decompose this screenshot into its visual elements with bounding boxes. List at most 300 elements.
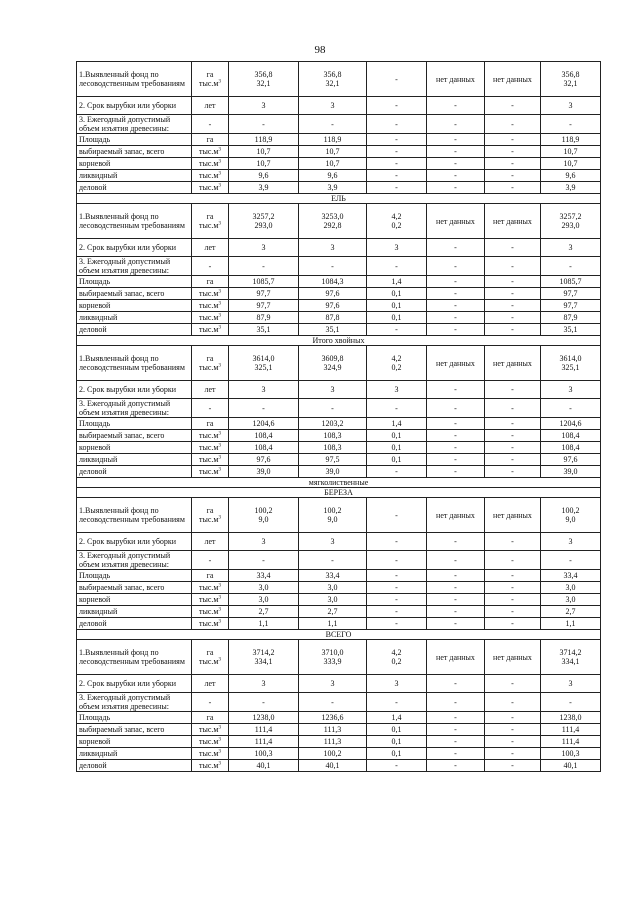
value-cell xyxy=(229,115,299,134)
cell-line xyxy=(301,657,364,666)
cell-line xyxy=(194,657,226,666)
table-row xyxy=(77,466,601,478)
cell-line xyxy=(301,101,364,110)
cell-text: - xyxy=(454,467,457,476)
cell-line xyxy=(543,404,598,413)
cell-line xyxy=(301,135,364,144)
table-body xyxy=(77,62,601,772)
cell-line xyxy=(487,135,538,144)
cell-text: 1,1 xyxy=(258,619,269,628)
cell-line xyxy=(194,607,226,616)
row-name: корневой xyxy=(77,300,192,312)
table-row xyxy=(77,324,601,336)
cell-line xyxy=(487,313,538,322)
cell-text: 293,0 xyxy=(561,221,580,230)
cell-line xyxy=(429,725,482,734)
cell-line xyxy=(301,698,364,707)
cell-text: га xyxy=(206,70,214,79)
cell-text: га xyxy=(206,135,214,144)
value-cell xyxy=(541,712,601,724)
cell-line xyxy=(301,431,364,440)
cell-text: - xyxy=(454,607,457,616)
value-cell xyxy=(229,712,299,724)
value-cell xyxy=(367,570,427,582)
value-cell xyxy=(367,466,427,478)
cell-text: тыс.м xyxy=(199,159,219,168)
cell-text: - xyxy=(208,555,212,565)
cell-line xyxy=(301,443,364,452)
row-name: 2. Срок вырубки или уборки xyxy=(77,239,192,257)
cell-line xyxy=(194,289,226,298)
table-row xyxy=(77,115,601,134)
cell-line xyxy=(429,325,482,334)
cell-line xyxy=(231,277,296,286)
table-row xyxy=(77,312,601,324)
value-cell xyxy=(299,498,367,533)
cell-text: 40,1 xyxy=(563,761,578,770)
value-cell xyxy=(367,640,427,675)
cell-line xyxy=(543,159,598,168)
cell-text: 3257,2 xyxy=(252,212,275,221)
cell-line xyxy=(301,221,364,230)
value-cell xyxy=(299,693,367,712)
cell-text: 97,7 xyxy=(256,301,271,310)
table-row xyxy=(77,257,601,276)
cell-text: - xyxy=(511,443,514,452)
value-cell xyxy=(485,134,541,146)
cell-line xyxy=(543,313,598,322)
value-cell xyxy=(367,324,427,336)
cell-text: - xyxy=(511,289,514,298)
cell-line xyxy=(231,70,296,79)
cell-text: тыс.м xyxy=(199,749,219,758)
cell-line xyxy=(429,404,482,413)
row-unit xyxy=(192,204,229,239)
cell-line xyxy=(231,431,296,440)
cell-text: - xyxy=(454,537,457,546)
cell-text: 35,1 xyxy=(256,325,271,334)
cell-text: - xyxy=(331,403,334,413)
cell-text: - xyxy=(454,697,457,707)
cell-line xyxy=(301,171,364,180)
cell-text: 356,8 xyxy=(254,70,273,79)
cell-line xyxy=(487,159,538,168)
unit-superscript: 3 xyxy=(218,749,221,755)
cell-text: - xyxy=(511,419,514,428)
value-cell xyxy=(367,712,427,724)
cell-text: 1,4 xyxy=(391,419,402,428)
cell-text: 3 xyxy=(394,243,399,252)
row-unit xyxy=(192,134,229,146)
cell-text: га xyxy=(206,506,214,515)
cell-line xyxy=(487,761,538,770)
row-name: выбираемый запас, всего xyxy=(77,582,192,594)
cell-text: 0,1 xyxy=(391,301,402,310)
row-unit xyxy=(192,498,229,533)
value-cell xyxy=(299,115,367,134)
cell-line xyxy=(487,455,538,464)
cell-line xyxy=(194,725,226,734)
cell-line xyxy=(194,135,226,144)
value-cell xyxy=(229,551,299,570)
value-cell xyxy=(427,239,485,257)
cell-text: тыс.м xyxy=(199,147,219,156)
cell-line xyxy=(194,595,226,604)
cell-text: 292,8 xyxy=(323,221,342,230)
value-cell xyxy=(229,239,299,257)
cell-line xyxy=(301,506,364,515)
section-header-row xyxy=(77,336,601,346)
cell-text: - xyxy=(454,419,457,428)
cell-text: 3 xyxy=(394,679,399,688)
cell-line xyxy=(231,262,296,271)
table-row xyxy=(77,62,601,97)
cell-line xyxy=(231,737,296,746)
value-cell xyxy=(299,430,367,442)
cell-line xyxy=(194,679,226,688)
cell-line xyxy=(543,583,598,592)
cell-line xyxy=(487,571,538,580)
cell-text: - xyxy=(395,537,398,546)
value-cell xyxy=(541,618,601,630)
cell-line xyxy=(429,583,482,592)
cell-line xyxy=(194,354,226,363)
section-header-row xyxy=(77,478,601,488)
value-cell xyxy=(485,381,541,399)
cell-line xyxy=(429,607,482,616)
cell-line xyxy=(194,101,226,110)
cell-line xyxy=(543,277,598,286)
cell-line xyxy=(194,79,226,88)
cell-text: тыс.м xyxy=(199,443,219,452)
cell-text: 39,0 xyxy=(563,467,578,476)
cell-text: нет данных xyxy=(493,652,532,662)
value-cell xyxy=(485,760,541,772)
cell-text: 111,3 xyxy=(323,737,342,746)
section-header-row xyxy=(77,194,601,204)
value-cell xyxy=(229,760,299,772)
forest-fund-table xyxy=(76,61,601,772)
cell-text: 100,2 xyxy=(561,506,580,515)
table-row xyxy=(77,551,601,570)
cell-text: 33,4 xyxy=(256,571,271,580)
cell-text: 3 xyxy=(261,243,266,252)
cell-text: - xyxy=(569,119,572,129)
cell-line xyxy=(429,243,482,252)
cell-line xyxy=(301,648,364,657)
value-cell xyxy=(485,288,541,300)
cell-text: тыс.м xyxy=(199,363,219,372)
value-cell xyxy=(299,239,367,257)
cell-line xyxy=(369,301,424,310)
unit-superscript: 3 xyxy=(218,159,221,165)
value-cell xyxy=(229,675,299,693)
cell-line xyxy=(194,583,226,592)
cell-line xyxy=(194,648,226,657)
cell-line xyxy=(429,455,482,464)
table-row xyxy=(77,736,601,748)
cell-line xyxy=(543,183,598,192)
cell-line xyxy=(487,653,538,662)
value-cell xyxy=(229,257,299,276)
cell-line xyxy=(194,171,226,180)
value-cell xyxy=(229,134,299,146)
cell-text: - xyxy=(454,443,457,452)
cell-line xyxy=(194,537,226,546)
cell-line xyxy=(231,120,296,129)
cell-text: 39,0 xyxy=(256,467,271,476)
value-cell xyxy=(229,182,299,194)
cell-text: - xyxy=(454,555,457,565)
table-row xyxy=(77,239,601,257)
cell-line xyxy=(194,467,226,476)
row-name: Площадь xyxy=(77,276,192,288)
cell-line xyxy=(543,443,598,452)
unit-superscript: 3 xyxy=(218,583,221,589)
cell-line xyxy=(369,607,424,616)
cell-text: 356,8 xyxy=(323,70,342,79)
value-cell xyxy=(541,257,601,276)
value-cell xyxy=(485,466,541,478)
cell-line xyxy=(543,657,598,666)
cell-line xyxy=(369,385,424,394)
table-row xyxy=(77,693,601,712)
table-row xyxy=(77,300,601,312)
row-unit xyxy=(192,276,229,288)
cell-text: нет данных xyxy=(436,216,475,226)
cell-text: 1085,7 xyxy=(559,277,582,286)
cell-line xyxy=(369,147,424,156)
cell-text: 1236,6 xyxy=(321,713,344,722)
value-cell xyxy=(427,182,485,194)
value-cell xyxy=(299,324,367,336)
value-cell xyxy=(485,182,541,194)
table-row xyxy=(77,594,601,606)
value-cell xyxy=(299,551,367,570)
cell-text: - xyxy=(511,277,514,286)
value-cell xyxy=(299,675,367,693)
value-cell xyxy=(367,618,427,630)
row-name: 3. Ежегодный допустимый объем изъятия древесины: xyxy=(77,399,192,418)
row-unit xyxy=(192,300,229,312)
cell-line xyxy=(369,277,424,286)
cell-text: - xyxy=(208,119,212,129)
cell-text: тыс.м xyxy=(199,619,219,628)
cell-text: - xyxy=(395,571,398,580)
cell-text: 10,7 xyxy=(563,159,578,168)
cell-text: 9,0 xyxy=(327,515,338,524)
value-cell xyxy=(367,381,427,399)
cell-line xyxy=(543,749,598,758)
cell-text: - xyxy=(511,713,514,722)
cell-line xyxy=(301,737,364,746)
row-name: деловой xyxy=(77,182,192,194)
cell-text: - xyxy=(395,607,398,616)
cell-text: - xyxy=(395,761,398,770)
value-cell xyxy=(427,134,485,146)
value-cell xyxy=(485,170,541,182)
cell-line xyxy=(487,419,538,428)
value-cell xyxy=(541,724,601,736)
cell-line xyxy=(487,404,538,413)
cell-line xyxy=(194,363,226,372)
cell-text: 97,6 xyxy=(325,289,340,298)
unit-superscript: 3 xyxy=(218,737,221,743)
value-cell xyxy=(229,748,299,760)
cell-line xyxy=(487,511,538,520)
cell-line xyxy=(429,313,482,322)
value-cell xyxy=(299,204,367,239)
value-cell xyxy=(299,442,367,454)
value-cell xyxy=(427,582,485,594)
cell-line xyxy=(369,325,424,334)
value-cell xyxy=(541,442,601,454)
cell-line xyxy=(369,571,424,580)
cell-line xyxy=(429,385,482,394)
value-cell xyxy=(427,276,485,288)
row-unit xyxy=(192,158,229,170)
cell-text: 0,1 xyxy=(391,749,402,758)
cell-text: 1203,2 xyxy=(321,419,344,428)
cell-text: тыс.м xyxy=(199,431,219,440)
value-cell xyxy=(485,115,541,134)
cell-text: - xyxy=(511,301,514,310)
value-cell xyxy=(299,399,367,418)
cell-line xyxy=(231,289,296,298)
value-cell xyxy=(229,204,299,239)
cell-text: 108,4 xyxy=(254,431,273,440)
cell-line xyxy=(429,419,482,428)
cell-line xyxy=(369,583,424,592)
cell-line xyxy=(231,159,296,168)
cell-line xyxy=(369,511,424,520)
value-cell xyxy=(427,551,485,570)
cell-line xyxy=(231,325,296,334)
cell-line xyxy=(301,455,364,464)
cell-line xyxy=(231,506,296,515)
cell-text: тыс.м xyxy=(199,583,219,592)
cell-text: - xyxy=(454,571,457,580)
cell-line xyxy=(194,431,226,440)
cell-text: 32,1 xyxy=(325,79,340,88)
value-cell xyxy=(299,533,367,551)
cell-line xyxy=(369,595,424,604)
value-cell xyxy=(541,430,601,442)
cell-line xyxy=(231,79,296,88)
cell-line xyxy=(369,243,424,252)
cell-line xyxy=(543,713,598,722)
cell-text: 32,1 xyxy=(256,79,271,88)
cell-text: 97,6 xyxy=(563,455,578,464)
value-cell xyxy=(229,498,299,533)
value-cell xyxy=(485,570,541,582)
cell-text: 0,2 xyxy=(391,657,402,666)
cell-line xyxy=(231,467,296,476)
value-cell xyxy=(299,276,367,288)
cell-line xyxy=(369,171,424,180)
value-cell xyxy=(299,312,367,324)
cell-line xyxy=(487,443,538,452)
cell-line xyxy=(231,363,296,372)
cell-text: 33,4 xyxy=(325,571,340,580)
cell-line xyxy=(194,212,226,221)
value-cell xyxy=(427,418,485,430)
cell-line xyxy=(369,262,424,271)
row-unit xyxy=(192,399,229,418)
cell-line xyxy=(301,277,364,286)
cell-line xyxy=(487,101,538,110)
cell-text: 3,0 xyxy=(327,595,338,604)
value-cell xyxy=(299,570,367,582)
cell-text: 325,1 xyxy=(254,363,273,372)
value-cell xyxy=(299,748,367,760)
cell-text: - xyxy=(454,385,457,394)
cell-text: 0,1 xyxy=(391,725,402,734)
table-row xyxy=(77,430,601,442)
value-cell xyxy=(427,748,485,760)
page-number: 98 xyxy=(314,44,326,56)
row-unit xyxy=(192,312,229,324)
cell-line xyxy=(301,70,364,79)
cell-text: - xyxy=(569,261,572,271)
cell-line xyxy=(301,713,364,722)
cell-line xyxy=(301,363,364,372)
cell-line xyxy=(487,619,538,628)
cell-line xyxy=(301,595,364,604)
unit-superscript: 3 xyxy=(218,313,221,319)
cell-line xyxy=(369,101,424,110)
cell-line xyxy=(194,749,226,758)
cell-text: - xyxy=(511,147,514,156)
cell-text: 3257,2 xyxy=(559,212,582,221)
cell-text: 97,6 xyxy=(325,301,340,310)
cell-line xyxy=(543,619,598,628)
cell-text: - xyxy=(511,101,514,110)
value-cell xyxy=(485,693,541,712)
value-cell xyxy=(367,288,427,300)
row-unit xyxy=(192,97,229,115)
cell-line xyxy=(487,713,538,722)
cell-text: - xyxy=(395,697,398,707)
value-cell xyxy=(229,288,299,300)
cell-line xyxy=(194,455,226,464)
cell-line xyxy=(429,431,482,440)
value-cell xyxy=(485,618,541,630)
value-cell xyxy=(541,115,601,134)
row-name: 1.Выявленный фонд по лесоводственным требованиям xyxy=(77,640,192,675)
value-cell xyxy=(541,760,601,772)
row-name: 1.Выявленный фонд по лесоводственным требованиям xyxy=(77,346,192,381)
unit-superscript: 3 xyxy=(218,467,221,473)
cell-text: 3 xyxy=(394,385,399,394)
cell-line xyxy=(194,419,226,428)
row-unit xyxy=(192,418,229,430)
value-cell xyxy=(485,430,541,442)
value-cell xyxy=(229,399,299,418)
value-cell xyxy=(229,346,299,381)
cell-text: - xyxy=(395,619,398,628)
value-cell xyxy=(299,454,367,466)
value-cell xyxy=(485,724,541,736)
value-cell xyxy=(229,640,299,675)
cell-line xyxy=(194,443,226,452)
row-unit xyxy=(192,533,229,551)
cell-text: 0,1 xyxy=(391,737,402,746)
cell-line xyxy=(369,467,424,476)
row-name: 3. Ежегодный допустимый объем изъятия древесины: xyxy=(77,693,192,712)
cell-text: - xyxy=(511,537,514,546)
cell-text: га xyxy=(206,648,214,657)
